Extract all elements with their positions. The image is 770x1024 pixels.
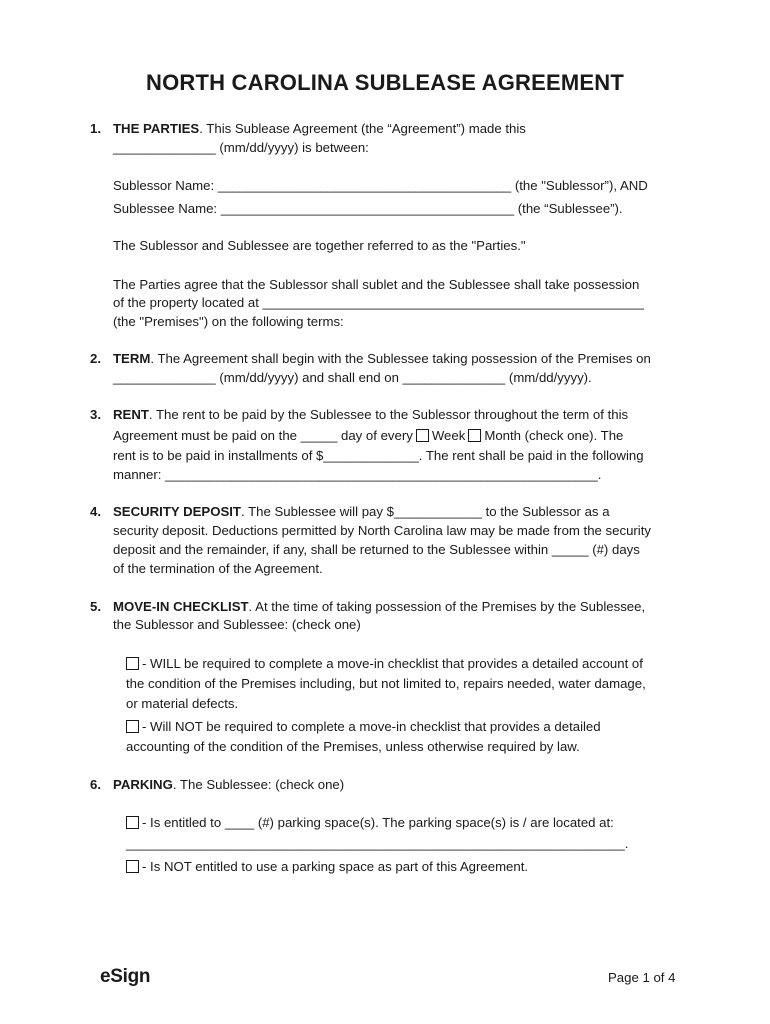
parking-entitled-option [126, 815, 614, 831]
agreement-date-line: ______________ (mm/dd/yyyy) is between: [113, 140, 369, 155]
parking-not-entitled-option [126, 859, 528, 875]
section-number: 2. [90, 351, 101, 366]
month-checkbox[interactable] [468, 429, 481, 442]
section-text: . The Agreement shall begin with the Sublessee taking possession of the Premises on [150, 351, 651, 366]
checklist-willnot-line2: accounting of the condition of the Premises, unless otherwise required by law. [126, 739, 580, 754]
section-checklist-line1 [113, 599, 645, 615]
section-text: . At the time of taking possession of the Premises by the Sublessee, [248, 599, 646, 614]
section-parties-line1 [113, 121, 526, 137]
section-heading: THE PARTIES [113, 121, 200, 136]
page-number: Page 1 of 4 [608, 970, 676, 985]
section-heading: RENT [113, 407, 149, 422]
checklist-willnot-option [126, 719, 601, 735]
section-number: 3. [90, 407, 101, 422]
section-number: 6. [90, 777, 101, 792]
section-number: 5. [90, 599, 101, 614]
section-parking-line1 [113, 777, 344, 793]
section-number: 1. [90, 121, 101, 136]
checklist-line2: the Sublessor and Sublessee: (check one) [113, 617, 361, 632]
week-label: Week [431, 428, 466, 443]
section-heading: PARKING [113, 777, 173, 792]
section-heading: TERM [113, 351, 151, 366]
sublessor-name-line: Sublessor Name: ________________________________________ (the "Sublessor”), AND [113, 178, 648, 193]
deposit-line4: of the termination of the Agreement. [113, 561, 323, 576]
checklist-will-text: - WILL be required to complete a move-in checklist that provides a detailed account of [142, 656, 643, 671]
checklist-will-option [126, 656, 643, 672]
deposit-line3: deposit and the remainder, if any, shall be returned to the Sublessee within _____ (#) days [113, 542, 640, 557]
parking-not-entitled-checkbox[interactable] [126, 860, 139, 873]
checklist-willnot-checkbox[interactable] [126, 720, 139, 733]
section-heading: MOVE-IN CHECKLIST [113, 599, 249, 614]
rent-day-text: Agreement must be paid on the _____ day of every [113, 428, 413, 443]
checklist-will-checkbox[interactable] [126, 657, 139, 670]
checklist-will-line3: or material defects. [126, 696, 239, 711]
section-text: . This Sublease Agreement (the “Agreement”) made this [199, 121, 526, 136]
checklist-will-line2: the condition of the Premises including, but not limited to, repairs needed, water damage, [126, 676, 646, 691]
checklist-willnot-text: - Will NOT be required to complete a move-in checklist that provides a detailed [142, 719, 601, 734]
section-text: . The Sublessee: (check one) [172, 777, 345, 792]
premises-line1: The Parties agree that the Sublessor shall sublet and the Sublessee shall take possession [113, 277, 640, 292]
section-deposit-line1 [113, 504, 610, 520]
rent-installments-line: rent is to be paid in installments of $_____________. The rent shall be paid in the following [113, 448, 644, 463]
document-title: NORTH CAROLINA SUBLEASE AGREEMENT [146, 70, 624, 95]
term-dates-line: ______________ (mm/dd/yyyy) and shall end on ______________ (mm/dd/yyyy). [113, 370, 592, 385]
month-label: Month (check one). The [484, 428, 624, 443]
parking-not-entitled-text: - Is NOT entitled to use a parking space as part of this Agreement. [142, 859, 529, 874]
deposit-line2: security deposit. Deductions permitted by North Carolina law may be made from the security [113, 523, 651, 538]
section-number: 4. [90, 504, 101, 519]
parking-location-line: ____________________________________________________________________. [126, 836, 629, 851]
section-heading: SECURITY DEPOSIT [113, 504, 241, 519]
sublessee-name-line: Sublessee Name: ________________________________________ (the “Sublessee”). [113, 201, 623, 216]
section-text: . The Sublessee will pay $____________ to the Sublessor as a [241, 504, 610, 519]
parties-definition: The Sublessor and Sublessee are together referred to as the "Parties." [113, 238, 526, 253]
premises-line2: of the property located at ____________________________________________________ [113, 295, 644, 310]
parking-entitled-checkbox[interactable] [126, 816, 139, 829]
week-checkbox[interactable] [416, 429, 429, 442]
esign-logo: eSign [100, 966, 151, 987]
rent-frequency-line [113, 428, 623, 444]
premises-line3: (the "Premises") on the following terms: [113, 314, 344, 329]
rent-manner-line: manner: ___________________________________________________________. [113, 467, 602, 482]
section-term-line1 [113, 351, 651, 367]
section-text: . The rent to be paid by the Sublessee to the Sublessor throughout the term of this [148, 407, 629, 422]
section-rent-line1 [113, 407, 628, 423]
parking-entitled-text: - Is entitled to ____ (#) parking space(s). The parking space(s) is / are located at: [142, 815, 614, 830]
